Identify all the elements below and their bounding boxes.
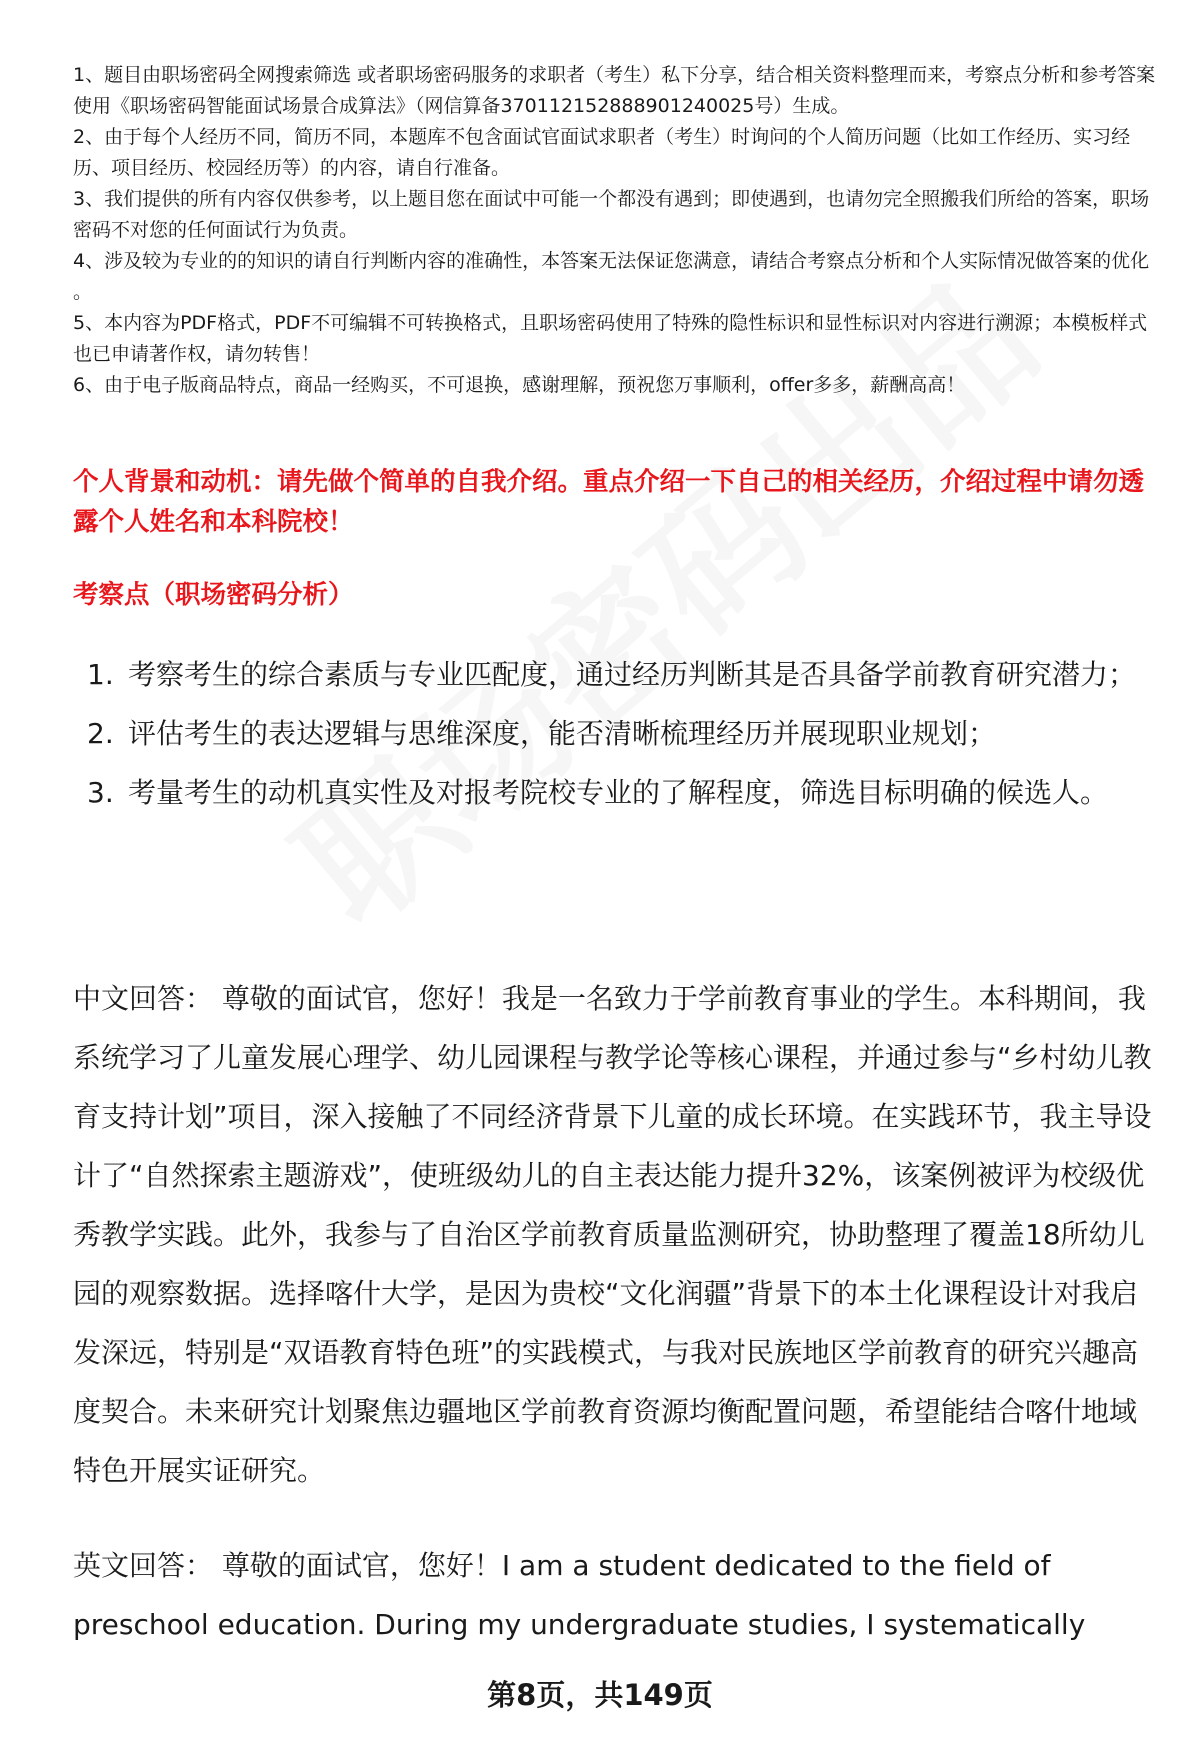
disclaimer-note: 2、由于每个人经历不同，简历不同，本题库不包含面试官面试求职者（考生）时询问的个人简历问题（比如工作经历、实习经历、项目经历、校园经历等）的内容，请自行准备。 [73,126,1131,179]
disclaimer-notes [73,60,1158,401]
key-point-item [73,704,1163,763]
disclaimer-note: 5、本内容为PDF格式，PDF不可编辑不可转换格式，且职场密码使用了特殊的隐性标识和显性标识对内容进行溯源；本模板样式也已申请著作权，请勿转售！ [73,312,1148,365]
key-point-number: 3. [87,776,114,809]
key-point-item [73,645,1163,704]
disclaimer-note: 6、由于电子版商品特点，商品一经购买，不可退换，感谢理解，预祝您万事顺利，offer多多，薪酬高高！ [73,374,966,396]
disclaimer-note: 4、涉及较为专业的的知识的请自行判断内容的准确性，本答案无法保证您满意，请结合考察点分析和个人实际情况做答案的优化 。 [73,250,1150,303]
key-points-heading: 考察点（职场密码分析） [73,580,354,610]
disclaimer-note: 3、我们提供的所有内容仅供参考，以上题目您在面试中可能一个都没有遇到；即使遇到，也请勿完全照搬我们所给的答案，职场密码不对您的任何面试行为负责。 [73,188,1150,241]
key-point-number: 2. [87,717,114,750]
key-point-item [73,763,1163,822]
key-points-list [73,645,1163,822]
chinese-answer: 中文回答： 尊敬的面试官，您好！我是一名致力于学前教育事业的学生。本科期间，我系统学习了儿童发展心理学、幼儿园课程与教学论等核心课程，并通过参与“乡村幼儿教育支持计划”项目，深入接触了不同经济背景下儿童的成长环境。在实践环节，我主导设计了“自然探索主题游戏”，使班级幼儿的自主表达能力提升32%，该案例被评为校级优秀教学实践。此外，我参与了自治区学前教育质量监测研究，协助整理了覆盖18所幼儿园的观察数据。选择喀什大学，是因为贵校“文化润疆”背景下的本土化课程设计对我启发深远，特别是“双语教育特色班”的实践模式，与我对民族地区学前教育的研究兴趣高度契合。未来研究计划聚焦边疆地区学前教育资源均衡配置问题，希望能结合喀什地域特色开展实证研究。 [73,982,1152,1487]
question-heading: 个人背景和动机：请先做个简单的自我介绍。重点介绍一下自己的相关经历，介绍过程中请勿透露个人姓名和本科院校！ [73,467,1145,537]
key-point-number: 1. [87,658,114,691]
english-answer: 英文回答： 尊敬的面试官，您好！I am a student dedicated to the field of preschool education. During my undergraduate studies, I systematically [73,1549,1086,1641]
key-point-text: 考察考生的综合素质与专业匹配度，通过经历判断其是否具备学前教育研究潜力； [128,658,1137,691]
key-point-text: 评估考生的表达逻辑与思维深度，能否清晰梳理经历并展现职业规划； [128,717,997,750]
page-number-footer: 第8页，共149页 [487,1678,713,1712]
key-point-text: 考量考生的动机真实性及对报考院校专业的了解程度，筛选目标明确的候选人。 [128,776,1109,809]
disclaimer-note: 1、题目由职场密码全网搜索筛选 或者职场密码服务的求职者（考生）私下分享，结合相关资料整理而来，考察点分析和参考答案使用《职场密码智能面试场景合成算法》（网信算备370112152888901240025号）生成。 [73,64,1156,117]
